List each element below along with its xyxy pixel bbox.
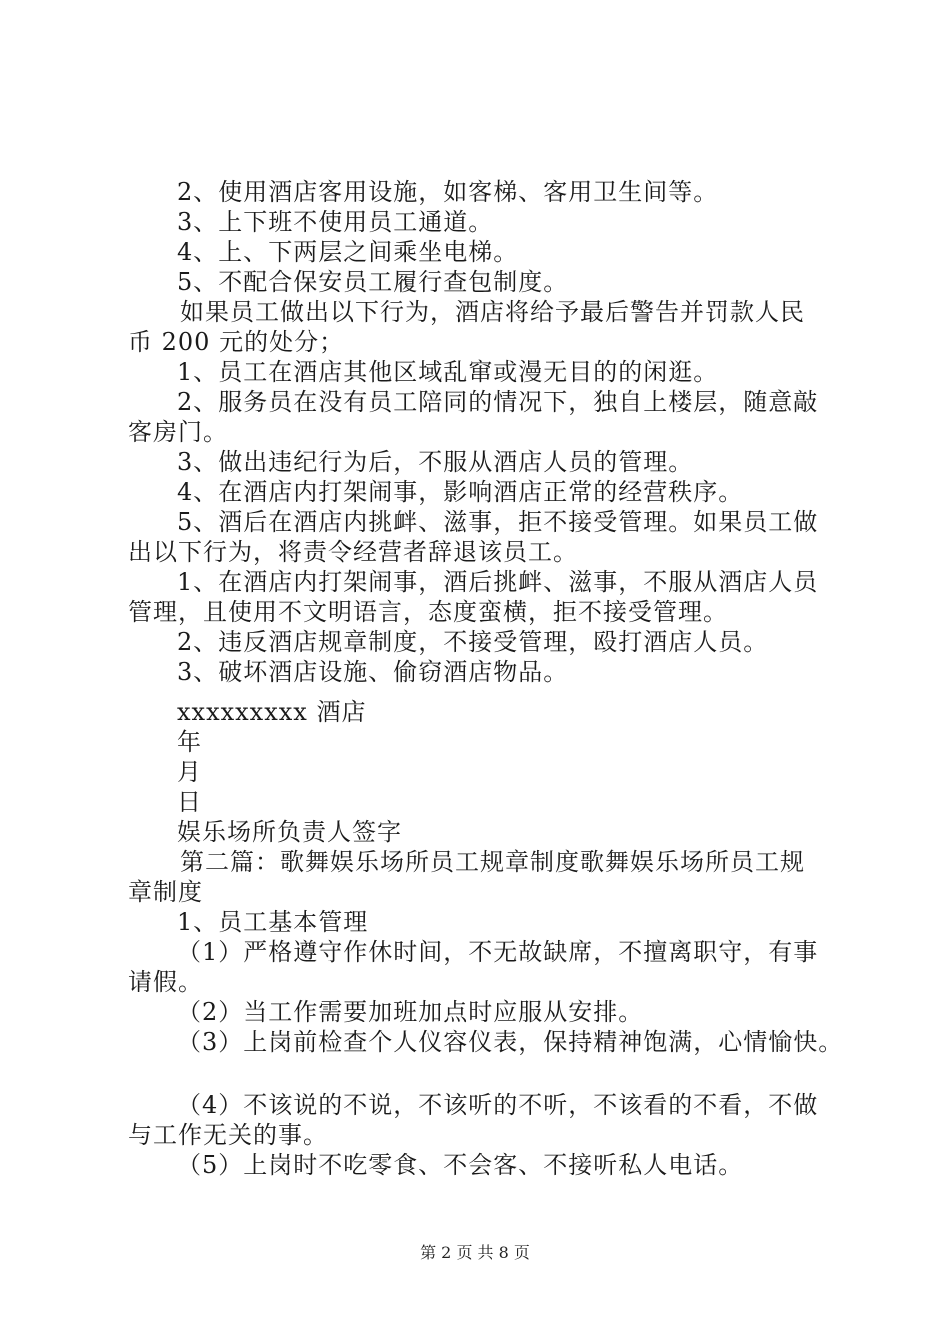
- text-line: 3、上下班不使用员工通道。: [177, 208, 494, 236]
- text-line: 出以下行为，将责令经营者辞退该员工。: [128, 538, 578, 566]
- text-line: 客房门。: [128, 418, 228, 446]
- text-line: 2、服务员在没有员工陪同的情况下，独自上楼层，随意敲: [177, 388, 819, 416]
- text-line: 5、酒后在酒店内挑衅、滋事，拒不接受管理。如果员工做: [177, 508, 819, 536]
- text-line: （3）上岗前检查个人仪容仪表，保持精神饱满，心情愉快。: [177, 1028, 844, 1056]
- text-line: 娱乐场所负责人签字: [177, 818, 402, 846]
- text-line: 年: [177, 728, 202, 756]
- text-line: 章制度: [128, 878, 203, 906]
- text-line: 3、做出违纪行为后，不服从酒店人员的管理。: [177, 448, 694, 476]
- text-line: 2、违反酒店规章制度，不接受管理，殴打酒店人员。: [177, 628, 769, 656]
- text-line: 管理，且使用不文明语言，态度蛮横，拒不接受管理。: [128, 598, 728, 626]
- text-line: 1、员工基本管理: [177, 908, 369, 936]
- text-line: 5、不配合保安员工履行查包制度。: [177, 268, 569, 296]
- text-line: 第二篇：歌舞娱乐场所员工规章制度歌舞娱乐场所员工规: [180, 848, 805, 876]
- text-line: 1、员工在酒店其他区域乱窜或漫无目的的闲逛。: [177, 358, 719, 386]
- page-number-footer: 第 2 页 共 8 页: [420, 1243, 530, 1262]
- text-line: （1）严格遵守作休时间，不无故缺席，不擅离职守，有事: [177, 938, 819, 966]
- text-line: 币 200 元的处分；: [128, 328, 345, 356]
- text-line: 4、上、下两层之间乘坐电梯。: [177, 238, 519, 266]
- text-line: 与工作无关的事。: [128, 1121, 328, 1149]
- text-line: 2、使用酒店客用设施，如客梯、客用卫生间等。: [177, 178, 719, 206]
- text-line: 请假。: [128, 968, 203, 996]
- text-line: （5）上岗时不吃零食、不会客、不接听私人电话。: [177, 1151, 744, 1179]
- text-line: 日: [177, 788, 202, 816]
- text-line: 4、在酒店内打架闹事，影响酒店正常的经营秩序。: [177, 478, 744, 506]
- text-line: （4）不该说的不说，不该听的不听，不该看的不看，不做: [177, 1091, 819, 1119]
- text-line: 3、破坏酒店设施、偷窃酒店物品。: [177, 658, 569, 686]
- text-line: xxxxxxxxx 酒店: [177, 698, 367, 726]
- text-line: 月: [177, 758, 202, 786]
- text-line: （2）当工作需要加班加点时应服从安排。: [177, 998, 644, 1026]
- text-line: 1、在酒店内打架闹事，酒后挑衅、滋事，不服从酒店人员: [177, 568, 819, 596]
- text-line: 如果员工做出以下行为，酒店将给予最后警告并罚款人民: [180, 298, 805, 326]
